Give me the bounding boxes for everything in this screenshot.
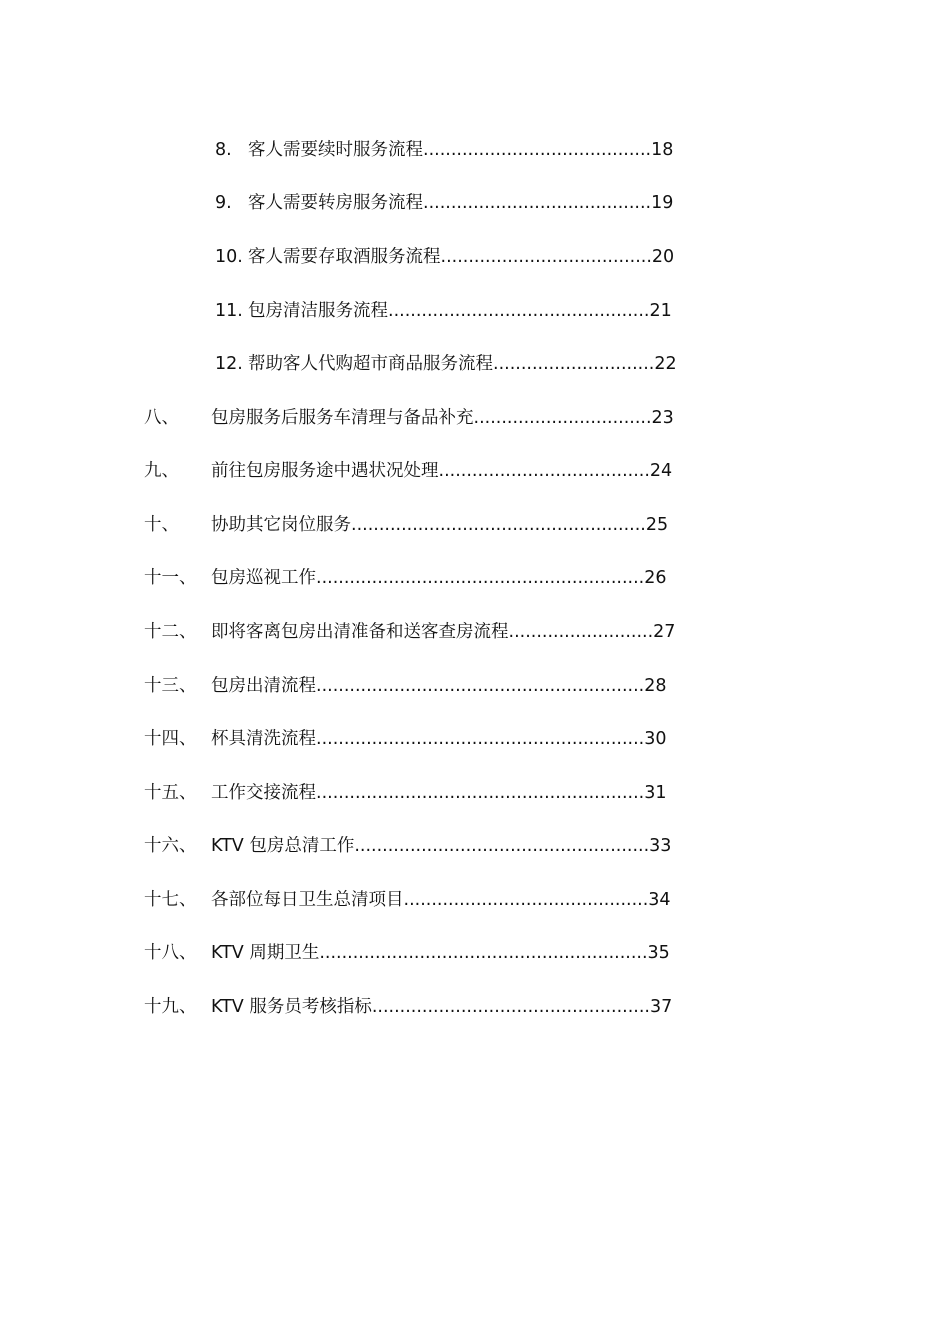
toc-number: 十、 [144, 515, 179, 535]
toc-page-number: 26 [644, 568, 667, 588]
toc-number: 9. [215, 193, 232, 213]
toc-title: 各部位每日卫生总清项目 [211, 890, 404, 910]
toc-title: KTV 包房总清工作 [211, 836, 355, 856]
toc-page-number: 18 [651, 140, 674, 160]
toc-number: 十三、 [144, 676, 197, 696]
toc-title: 客人需要转房服务流程 [248, 193, 423, 213]
toc-number: 8. [215, 140, 232, 160]
toc-page-number: 31 [644, 783, 667, 803]
toc-leader-dots: ......................................... [423, 193, 652, 213]
toc-title: 包房巡视工作 [211, 568, 316, 588]
toc-leader-dots: .................................................. [371, 997, 650, 1017]
toc-entry [211, 458, 672, 484]
toc-leader-dots: ........................................................... [316, 676, 645, 696]
toc-page-number: 24 [649, 461, 673, 481]
toc-entry [248, 298, 672, 324]
toc-page-number: 34 [648, 890, 671, 910]
toc-title: 杯具清洗流程 [211, 729, 316, 749]
toc-entry [211, 405, 674, 431]
toc-number: 11. [215, 301, 243, 321]
toc-number: 十二、 [144, 622, 197, 642]
toc-leader-dots: .......................... [508, 622, 654, 642]
toc-page-number: 21 [649, 301, 672, 321]
toc-entry [248, 244, 674, 270]
toc-leader-dots: ........................................................... [316, 729, 645, 749]
toc-entry [248, 190, 673, 216]
toc-page-number: 22 [654, 354, 677, 374]
toc-title: 包房出清流程 [211, 676, 316, 696]
toc-entry [211, 940, 670, 966]
toc-page-number: 27 [653, 622, 676, 642]
toc-page-number: 20 [651, 247, 675, 267]
toc-page-number: 30 [644, 729, 667, 749]
toc-leader-dots: ...................................... [438, 461, 650, 481]
toc-title: KTV 周期卫生 [211, 943, 320, 963]
toc-number: 十一、 [144, 568, 197, 588]
toc-title: 包房清洁服务流程 [248, 301, 388, 321]
toc-leader-dots: ......................................... [423, 140, 652, 160]
toc-leader-dots: ........................................................... [316, 568, 645, 588]
toc-number: 九、 [144, 461, 179, 481]
toc-page-number: 35 [647, 943, 670, 963]
toc-number: 十九、 [144, 997, 197, 1017]
toc-title: 帮助客人代购超市商品服务流程 [248, 354, 493, 374]
toc-entry [211, 565, 666, 591]
toc-page-number: 19 [651, 193, 674, 213]
toc-page-number: 28 [644, 676, 667, 696]
toc-entry [211, 887, 671, 913]
toc-entry [211, 833, 671, 859]
toc-title: 工作交接流程 [211, 783, 316, 803]
toc-entry [211, 780, 666, 806]
toc-number: 十六、 [144, 836, 197, 856]
toc-page-number: 23 [651, 408, 674, 428]
toc-page-number: 37 [649, 997, 673, 1017]
toc-entry [211, 619, 675, 645]
toc-leader-dots: ............................................... [388, 301, 650, 321]
toc-leader-dots: ............................................ [403, 890, 649, 910]
toc-title: 包房服务后服务车清理与备品补充 [211, 408, 474, 428]
toc-page-number: 33 [649, 836, 672, 856]
toc-leader-dots: ........................................................... [319, 943, 648, 963]
toc-title: KTV 服务员考核指标 [211, 997, 372, 1017]
toc-number: 10. [215, 247, 243, 267]
toc-entry [211, 726, 666, 752]
toc-leader-dots: ..................................................... [354, 836, 650, 856]
toc-leader-dots: ..................................................... [351, 515, 646, 535]
toc-number: 十八、 [144, 943, 197, 963]
toc-page-number: 25 [645, 515, 669, 535]
toc-entry [211, 994, 672, 1020]
toc-title: 客人需要续时服务流程 [248, 140, 423, 160]
toc-title: 前往包房服务途中遇状况处理 [211, 461, 439, 481]
toc-entry [211, 673, 666, 699]
toc-entry [248, 137, 673, 163]
toc-title: 客人需要存取酒服务流程 [248, 247, 441, 267]
toc-leader-dots: ................................ [473, 408, 652, 428]
toc-number: 十四、 [144, 729, 197, 749]
toc-number: 十七、 [144, 890, 197, 910]
toc-number: 八、 [144, 408, 179, 428]
toc-entry [248, 351, 677, 377]
toc-number: 十五、 [144, 783, 197, 803]
toc-leader-dots: ........................................................... [316, 783, 645, 803]
toc-entry [211, 512, 668, 538]
toc-leader-dots: ............................. [493, 354, 655, 374]
toc-title: 协助其它岗位服务 [211, 515, 351, 535]
toc-number: 12. [215, 354, 243, 374]
toc-title: 即将客离包房出清准备和送客查房流程 [211, 622, 509, 642]
toc-leader-dots: ...................................... [440, 247, 652, 267]
